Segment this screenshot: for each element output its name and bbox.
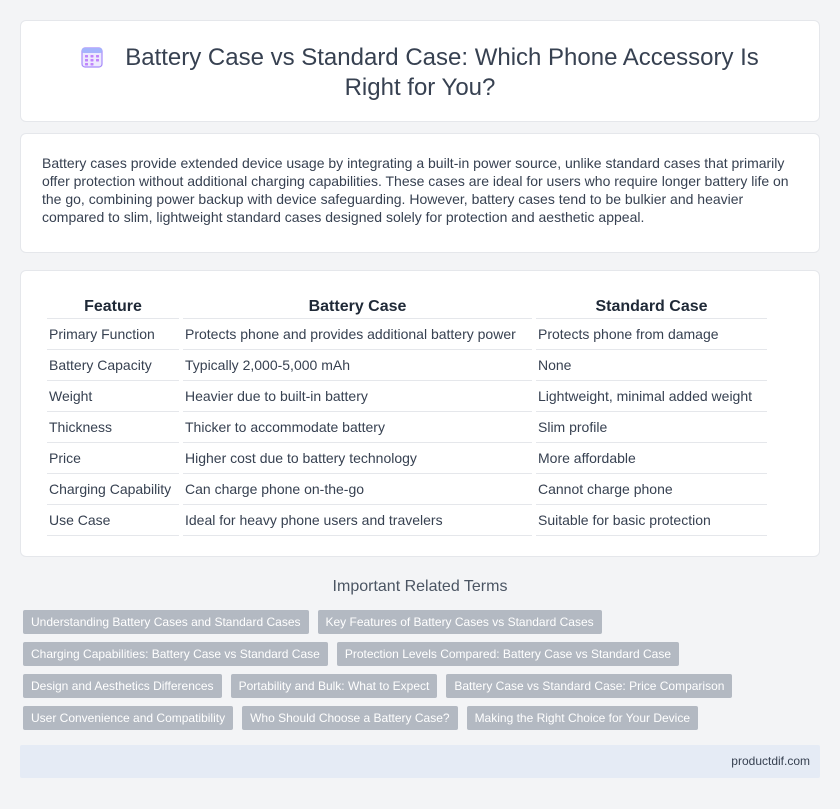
table-row xyxy=(47,443,767,474)
footer-bar xyxy=(20,745,820,778)
page-title: Battery Case vs Standard Case: Which Phone Accessory Is Right for You? xyxy=(125,44,759,101)
table-cell: Ideal for heavy phone users and travelers xyxy=(183,505,532,536)
related-term-tag[interactable]: Protection Levels Compared: Battery Case vs Standard Case xyxy=(337,642,679,666)
table-header-row xyxy=(47,295,767,319)
page-title-wrap xyxy=(51,43,789,103)
comparison-table-card xyxy=(20,270,820,557)
tag-row xyxy=(23,642,823,666)
intro-paragraph: Battery cases provide extended device usage by integrating a built-in power source, unlike standard cases that primarily offer protection without additional charging capabilities. These cases are ideal for users who require longer battery life on the go, combining power backup with device safeguarding. However, battery cases tend to be bulkier and heavier compared to slim, lightweight standard cases designed solely for protection and aesthetic appeal. xyxy=(42,155,789,225)
related-term-tag[interactable]: User Convenience and Compatibility xyxy=(23,706,233,730)
table-cell: Cannot charge phone xyxy=(536,474,767,505)
table-cell: Thicker to accommodate battery xyxy=(183,412,532,443)
table-cell: Use Case xyxy=(47,505,179,536)
related-term-tag[interactable]: Battery Case vs Standard Case: Price Comparison xyxy=(446,674,732,698)
table-cell: Weight xyxy=(47,381,179,412)
footer-site-link[interactable]: productdif.com xyxy=(731,754,810,768)
header-battery-case: Battery Case xyxy=(183,295,532,319)
table-row xyxy=(47,319,767,350)
related-term-tag[interactable]: Key Features of Battery Cases vs Standard Cases xyxy=(318,610,602,634)
table-cell: Slim profile xyxy=(536,412,767,443)
related-term-tag[interactable]: Portability and Bulk: What to Expect xyxy=(231,674,438,698)
table-cell: Can charge phone on-the-go xyxy=(183,474,532,505)
table-cell: Typically 2,000-5,000 mAh xyxy=(183,350,532,381)
related-term-tag[interactable]: Understanding Battery Cases and Standard Cases xyxy=(23,610,309,634)
related-terms-tags xyxy=(23,610,823,738)
table-cell: Protects phone from damage xyxy=(536,319,767,350)
table-cell: Protects phone and provides additional battery power xyxy=(183,319,532,350)
tag-row xyxy=(23,674,823,698)
header-standard-case: Standard Case xyxy=(536,295,767,319)
table-cell: Charging Capability xyxy=(47,474,179,505)
intro-card xyxy=(20,133,820,253)
related-term-tag[interactable]: Making the Right Choice for Your Device xyxy=(467,706,698,730)
related-term-tag[interactable]: Who Should Choose a Battery Case? xyxy=(242,706,457,730)
table-cell: Thickness xyxy=(47,412,179,443)
table-cell: Price xyxy=(47,443,179,474)
related-term-tag[interactable]: Charging Capabilities: Battery Case vs Standard Case xyxy=(23,642,328,666)
table-row xyxy=(47,474,767,505)
comparison-table xyxy=(43,295,771,536)
table-row xyxy=(47,505,767,536)
table-row xyxy=(47,350,767,381)
table-row xyxy=(47,381,767,412)
table-cell: Lightweight, minimal added weight xyxy=(536,381,767,412)
table-cell: Higher cost due to battery technology xyxy=(183,443,532,474)
table-cell: Heavier due to built-in battery xyxy=(183,381,532,412)
tag-row xyxy=(23,706,823,730)
table-cell: Primary Function xyxy=(47,319,179,350)
table-cell: Suitable for basic protection xyxy=(536,505,767,536)
table-row xyxy=(47,412,767,443)
table-cell: None xyxy=(536,350,767,381)
related-terms-title: Important Related Terms xyxy=(332,578,508,595)
header-card xyxy=(20,20,820,122)
table-cell: Battery Capacity xyxy=(47,350,179,381)
calendar-grid-icon xyxy=(81,46,103,68)
tag-row xyxy=(23,610,823,634)
header-feature: Feature xyxy=(47,295,179,319)
table-cell: More affordable xyxy=(536,443,767,474)
related-term-tag[interactable]: Design and Aesthetics Differences xyxy=(23,674,222,698)
